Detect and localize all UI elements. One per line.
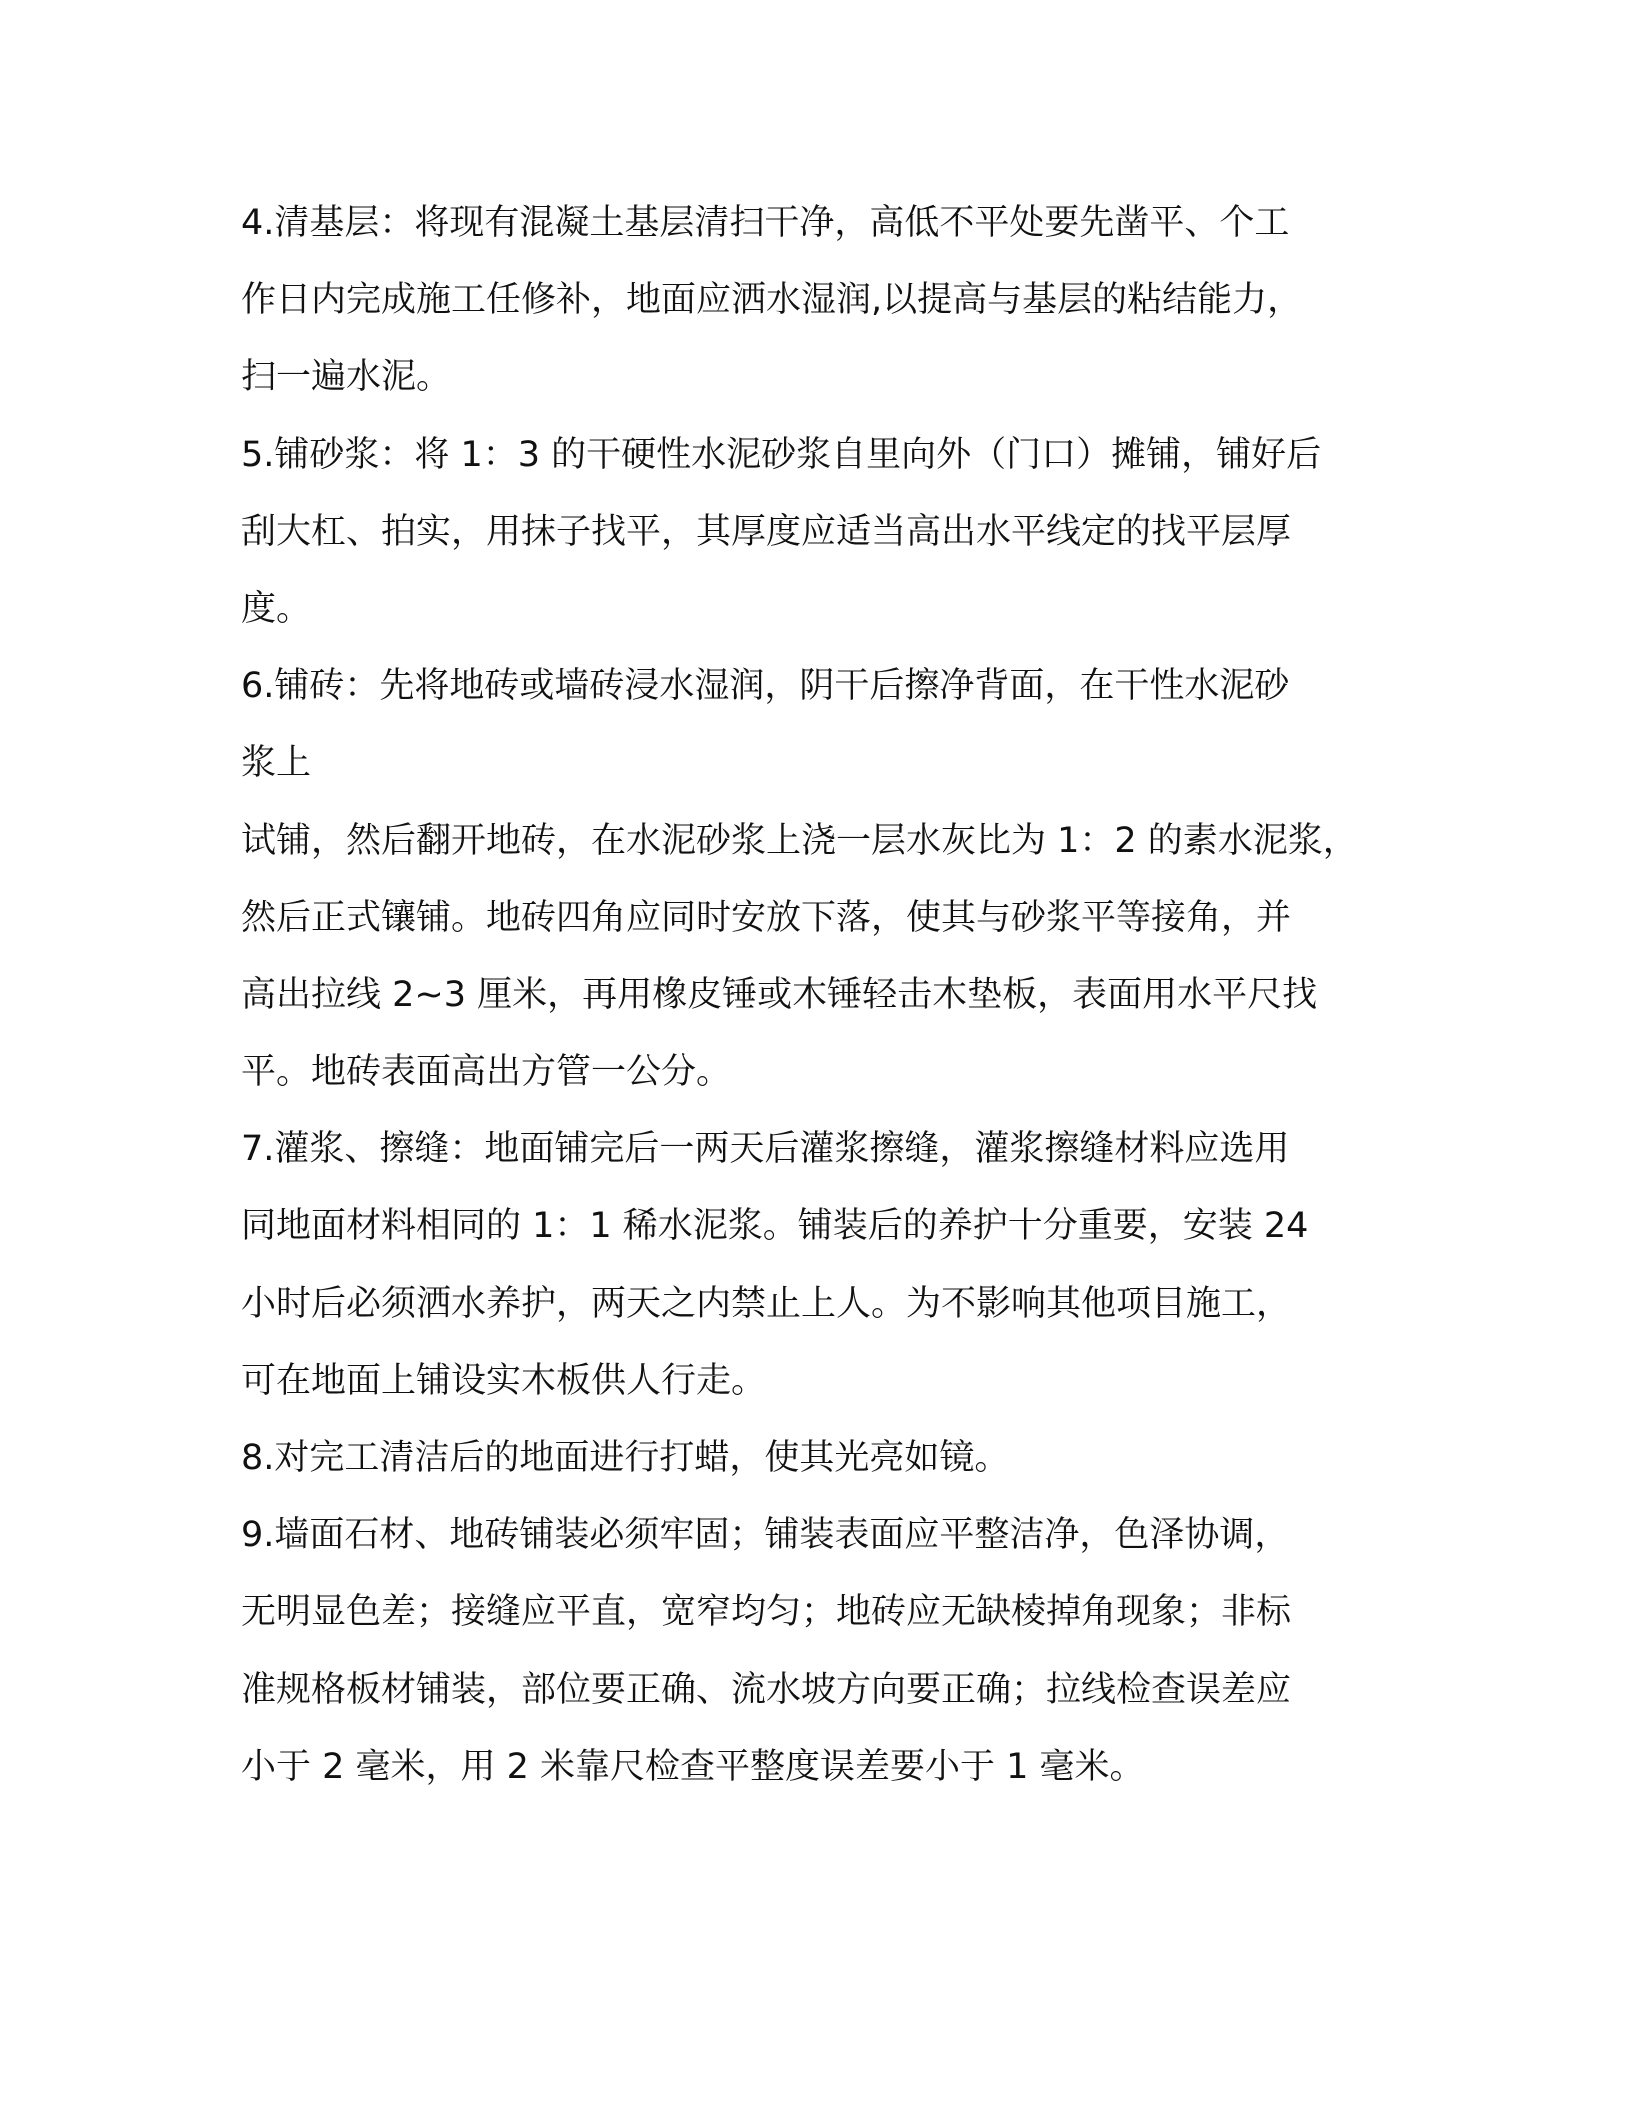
text-line: 8.对完工清洁后的地面进行打蜡，使其光亮如镜。 <box>241 1438 1010 1478</box>
text-line: 小于 2 毫米，用 2 米靠尺检查平整度误差要小于 1 毫米。 <box>241 1746 1145 1787</box>
text-line: 小时后必须洒水养护，两天之内禁止上人。为不影响其他项目施工， <box>241 1283 1292 1324</box>
text-line: 度。 <box>241 588 312 629</box>
text-line: 作日内完成施工任修补，地面应洒水湿润,以提高与基层的粘结能力， <box>241 280 1303 321</box>
text-line: 4.清基层：将现有混凝土基层清扫干净，高低不平处要先凿平、个工 <box>241 203 1290 243</box>
text-line: 扫一遍水泥。 <box>241 357 452 398</box>
body-text <box>241 185 1421 1806</box>
text-line: 同地面材料相同的 1：1 稀水泥浆。铺装后的养护十分重要，安装 24 <box>241 1206 1309 1247</box>
text-line: 试铺，然后翻开地砖，在水泥砂浆上浇一层水灰比为 1：2 的素水泥浆， <box>241 820 1358 861</box>
text-line: 6.铺砖：先将地砖或墙砖浸水湿润，阴干后擦净背面，在干性水泥砂 <box>241 666 1290 707</box>
text-line: 高出拉线 2~3 厘米，再用橡皮锤或木锤轻击木垫板，表面用水平尺找 <box>241 974 1318 1015</box>
text-line: 刮大杠、拍实，用抹子找平，其厚度应适当高出水平线定的找平层厚 <box>241 511 1292 552</box>
text-line: 5.铺砂浆：将 1：3 的干硬性水泥砂浆自里向外（门口）摊铺，铺好后 <box>241 434 1322 475</box>
text-line: 无明显色差；接缝应平直，宽窄均匀；地砖应无缺棱掉角现象；非标 <box>241 1592 1292 1633</box>
text-line: 然后正式镶铺。地砖四角应同时安放下落，使其与砂浆平等接角，并 <box>241 897 1292 938</box>
text-line: 7.灌浆、擦缝：地面铺完后一两天后灌浆擦缝，灌浆擦缝材料应选用 <box>241 1129 1290 1170</box>
text-line: 平。地砖表面高出方管一公分。 <box>241 1052 732 1093</box>
text-line: 9.墙面石材、地砖铺装必须牢固；铺装表面应平整洁净，色泽协调， <box>241 1515 1290 1556</box>
text-line: 浆上 <box>241 743 312 784</box>
text-line: 准规格板材铺装，部位要正确、流水坡方向要正确；拉线检查误差应 <box>241 1669 1292 1710</box>
text-line: 可在地面上铺设实木板供人行走。 <box>241 1360 767 1401</box>
